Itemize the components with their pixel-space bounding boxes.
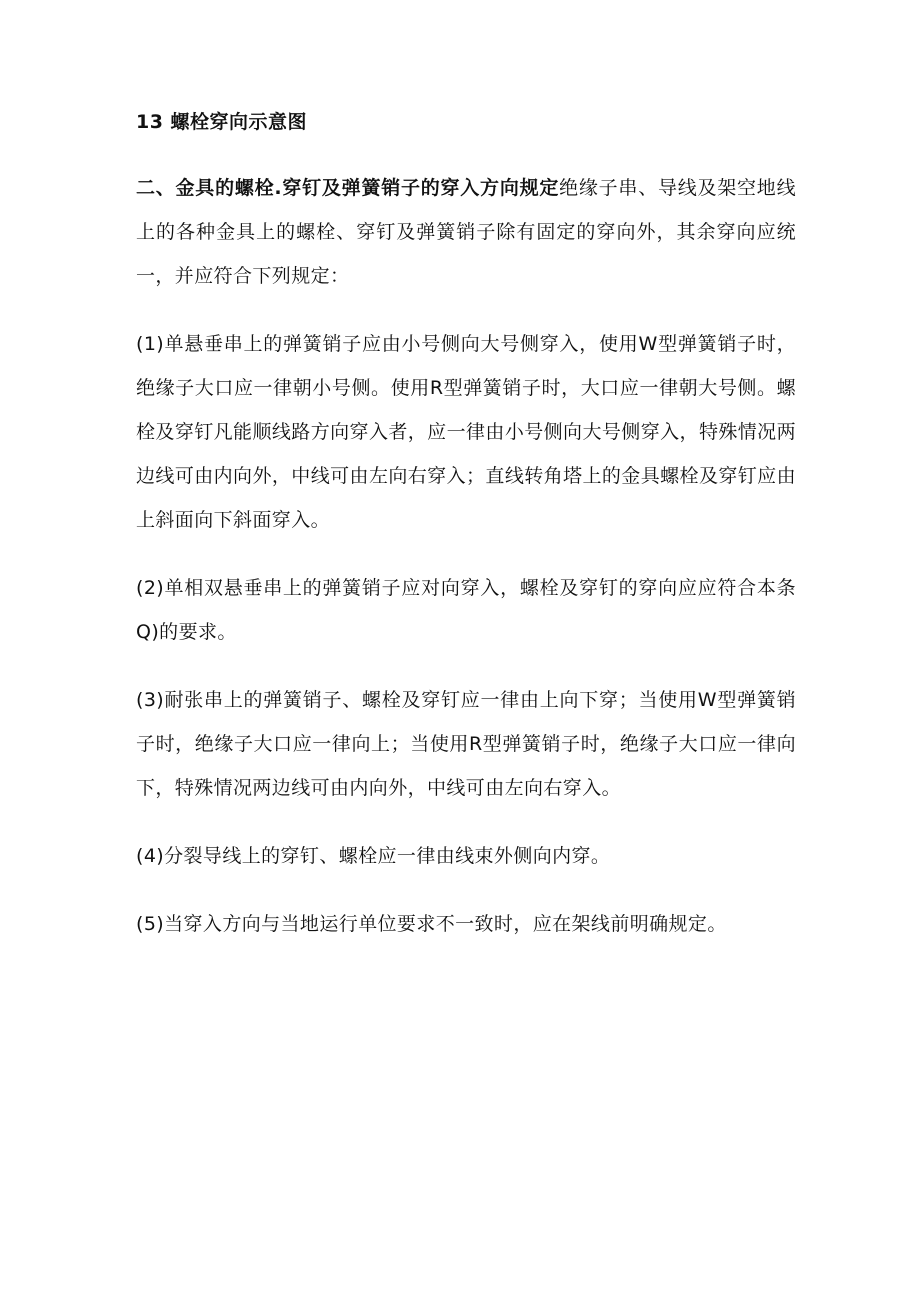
rule-item-4: (4)分裂导线上的穿钉、螺栓应一律由线束外侧向内穿。: [136, 845, 611, 867]
rule-item-5: (5)当穿入方向与当地运行单位要求不一致时，应在架线前明确规定。: [136, 913, 727, 935]
rule-item-1: (1)单悬垂串上的弹簧销子应由小号侧向大号侧穿入，使用W型弹簧销子时，绝缘子大口应一律朝小号侧。使用R型弹簧销子时，大口应一律朝大号侧。螺栓及穿钉凡能顺线路方向穿入者，应一律由小号侧向大号侧穿入，特殊情况两边线可由内向外，中线可由左向右穿入；直线转角塔上的金具螺栓及穿钉应由上斜面向下斜面穿入。: [136, 333, 796, 531]
document-body: [136, 100, 796, 946]
figure-caption: 13 螺栓穿向示意图: [136, 111, 308, 133]
rule-item-3: (3)耐张串上的弹簧销子、螺栓及穿钉应一律由上向下穿；当使用W型弹簧销子时，绝缘子大口应一律向上；当使用R型弹簧销子时，绝缘子大口应一律向下，特殊情况两边线可由内向外，中线可由左向右穿入。: [136, 689, 796, 799]
rule-item-2: (2)单相双悬垂串上的弹簧销子应对向穿入，螺栓及穿钉的穿向应应符合本条Q)的要求。: [136, 577, 796, 643]
section-heading: 二、金具的螺栓.穿钉及弹簧销子的穿入方向规定: [136, 177, 560, 199]
section-intro-paragraph: [136, 166, 796, 298]
section-intro-text: 绝缘子串、导线及架空地线上的各种金具上的螺栓、穿钉及弹簧销子除有固定的穿向外，其余穿向应统一，并应符合下列规定：: [136, 177, 796, 287]
